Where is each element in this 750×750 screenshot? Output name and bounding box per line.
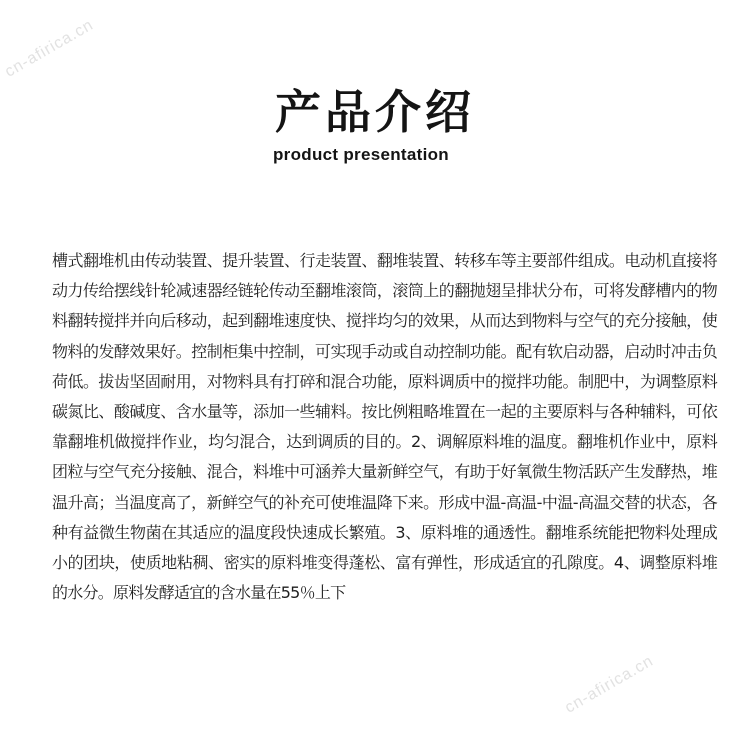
page-subtitle: product presentation: [272, 145, 449, 164]
watermark-top: cn-afirica.cn: [2, 16, 97, 81]
watermark-bottom: cn-afirica.cn: [562, 652, 657, 717]
description-paragraph: 槽式翻堆机由传动装置、提升装置、行走装置、翻堆装置、转移车等主要部件组成。电动机直接将动力传给摆线针轮减速器经链轮传动至翻堆滚筒，滚筒上的翻抛翅呈排状分布，可将发酵槽内的物料翻转搅拌并向后移动，起到翻堆速度快、搅拌均匀的效果，从而达到物料与空气的充分接触，使物料的发酵效果好。控制柜集中控制，可实现手动或自动控制功能。配有软启动器，启动时冲击负荷低。拔齿坚固耐用，对物料具有打碎和混合功能，原料调质中的搅拌功能。制肥中，为调整原料碳氮比、酸碱度、含水量等，添加一些辅料。按比例粗略堆置在一起的主要原料与各种辅料，可依靠翻堆机做搅拌作业，均匀混合，达到调质的目的。2、调解原料堆的温度。翻堆机作业中，原料团粒与空气充分接触、混合，料堆中可涵养大量新鲜空气，有助于好氧微生物活跃产生发酵热，堆温升高；当温度高了，新鲜空气的补充可使堆温降下来。形成中温-高温-中温-高温交替的状态，各种有益微生物菌在其适应的温度段快速成长繁殖。3、原料堆的通透性。翻堆系统能把物料处理成小的团块，使质地粘稠、密实的原料堆变得蓬松、富有弹性，形成适宜的孔隙度。4、调整原料堆的水分。原料发酵适宜的含水量在55％上下: [52, 251, 717, 603]
page-title: 产品介绍: [275, 85, 475, 139]
